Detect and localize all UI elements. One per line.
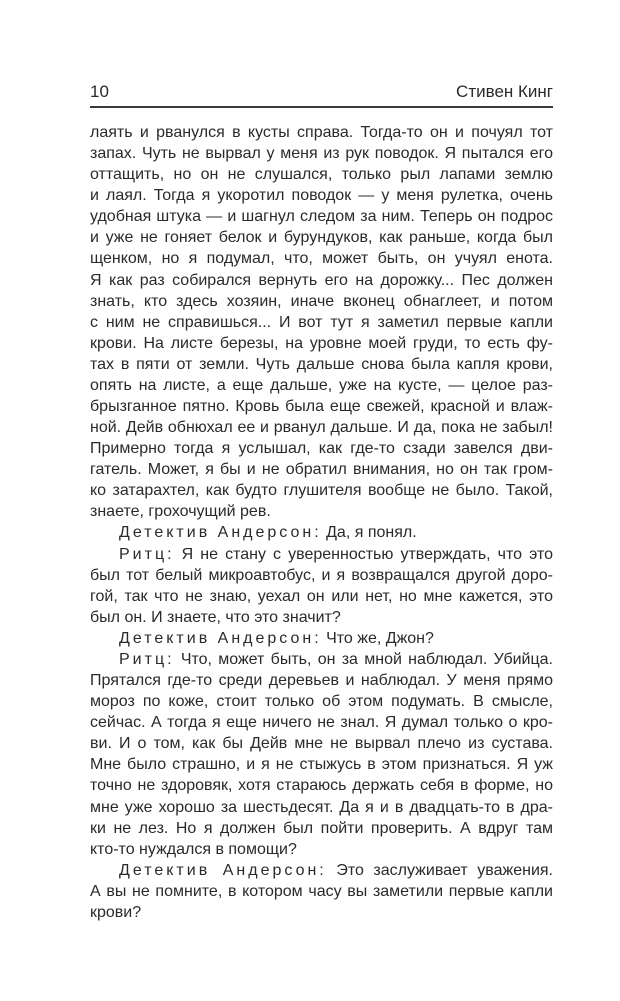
speaker-name: Ритц:: [119, 545, 175, 563]
line-text: щенком, но я подумал, что, может быть, он учуял енота.: [90, 250, 553, 268]
line-text: Это заслуживает уважения.: [336, 861, 553, 879]
line-text: мороз по коже, стоит только об этом подумать. В смысле,: [90, 693, 553, 711]
dialogue-line: [90, 649, 553, 670]
text-line: [90, 122, 553, 143]
text-line: [90, 417, 553, 438]
line-text: ной. Дейв обнюхал ее и рванул дальше. И да, пока не забыл!: [90, 419, 553, 437]
line-text: гатель. Может, я бы и не обратил внимания, но он так гром-: [90, 461, 553, 479]
line-text: сейчас. А тогда я еще ничего не знал. Я думал только о кро-: [90, 714, 553, 732]
line-text: был он. И знаете, что это значит?: [90, 608, 341, 626]
line-text: Примерно тогда я услышал, как где-то сзади завелся дви-: [90, 440, 553, 458]
line-text: ки не лез. Но я должен был пойти проверить. А вдруг там: [90, 819, 553, 837]
text-line: [90, 206, 553, 227]
text-line: [90, 839, 553, 860]
dialogue-line: [90, 522, 553, 543]
text-line: [90, 733, 553, 754]
line-text: с ним не справишься... И вот тут я заметил первые капли: [90, 313, 553, 331]
dialogue-line: [90, 544, 553, 565]
running-header: [90, 80, 553, 108]
speaker-name: Ритц:: [119, 650, 175, 668]
text-line: [90, 270, 553, 291]
line-text: Мне было страшно, и я не стыжусь в этом признаться. Я уж: [90, 756, 553, 774]
text-line: [90, 818, 553, 839]
text-line: [90, 754, 553, 775]
line-text: лаять и рванулся в кусты справа. Тогда-то он и почуял тот: [90, 124, 553, 141]
text-line: [90, 902, 553, 923]
text-line: [90, 586, 553, 607]
line-text: ко затарахтел, как будто глушителя вообще не было. Такой,: [90, 482, 553, 500]
text-line: [90, 881, 553, 902]
line-text: крови?: [90, 903, 142, 921]
speaker-name: Детектив Андерсон:: [119, 524, 322, 542]
page-number: 10: [90, 82, 109, 101]
text-line: [90, 459, 553, 480]
line-text: ви. И о том, как бы Дейв мне не вырвал плечо из сустава.: [90, 735, 553, 753]
line-text: брызганное пятно. Кровь была еще свежей, красной и влаж-: [90, 398, 553, 416]
text-line: [90, 164, 553, 185]
running-title: Стивен Кинг: [456, 82, 553, 101]
line-text: Прятался где-то среди деревьев и наблюдал. У меня прямо: [90, 672, 553, 690]
text-line: [90, 143, 553, 164]
line-text: Я не стану с уверенностью утверждать, что это: [181, 545, 554, 563]
text-line: [90, 248, 553, 269]
text-line: [90, 312, 553, 333]
text-line: [90, 712, 553, 733]
line-text: кто-то нуждался в помощи?: [90, 840, 297, 858]
text-line: [90, 333, 553, 354]
line-text: знаете, грохочущий рев.: [90, 503, 271, 521]
speaker-name: Детектив Андерсон:: [119, 629, 322, 647]
text-line: [90, 291, 553, 312]
line-text: запах. Чуть не вырвал у меня из рук поводок. Я пытался его: [90, 145, 553, 163]
line-text: и лаял. Тогда я укоротил поводок — у меня рулетка, очень: [90, 187, 553, 205]
text-line: [90, 354, 553, 375]
line-text: опять на листе, а еще дальше, уже на кусте, — целое раз-: [90, 376, 553, 394]
text-line: [90, 797, 553, 818]
line-text: мне уже хорошо за шестьдесят. Да я и в двадцать-то в дра-: [90, 798, 553, 816]
line-text: удобная штука — и шагнул следом за ним. Теперь он подрос: [90, 208, 553, 226]
text-line: [90, 375, 553, 396]
text-line: [90, 438, 553, 459]
text-line: [90, 185, 553, 206]
line-text: был тот белый микроавтобус, и я возвращался другой доро-: [90, 566, 553, 584]
line-text: гой, так что не знаю, уехал он или нет, но мне кажется, это: [90, 587, 553, 605]
line-text: точно не здоровяк, хотя стараюсь держать себя в форме, но: [90, 777, 553, 795]
dialogue-line: [90, 860, 553, 881]
text-line: [90, 227, 553, 248]
line-text: оттащить, но он не слушался, только рыл лапами землю: [90, 166, 553, 184]
speaker-name: Детектив Андерсон:: [119, 861, 327, 879]
text-line: [90, 565, 553, 586]
text-line: [90, 480, 553, 501]
text-line: [90, 396, 553, 417]
text-line: [90, 691, 553, 712]
line-text: Я как раз собирался вернуть его на дорожку... Пес должен: [90, 271, 553, 289]
line-text: и уже не гоняет белок и бурундуков, как раньше, когда был: [90, 229, 553, 247]
line-text: знать, кто здесь хозяин, иначе вконец обнаглеет, и потом: [90, 292, 553, 310]
line-text: Да, я понял.: [326, 524, 417, 542]
page-body-text: [90, 122, 553, 923]
dialogue-line: [90, 628, 553, 649]
line-text: тах в пяти от земли. Чуть дальше снова была капля крови,: [90, 355, 553, 373]
text-line: [90, 607, 553, 628]
text-line: [90, 670, 553, 691]
line-text: А вы не помните, в котором часу вы заметили первые капли: [90, 882, 553, 900]
line-text: крови. На листе березы, на уровне моей груди, то есть фу-: [90, 334, 553, 352]
line-text: Что же, Джон?: [326, 629, 434, 647]
text-line: [90, 775, 553, 796]
text-line: [90, 501, 553, 522]
line-text: Что, может быть, он за мной наблюдал. Убийца.: [180, 650, 553, 668]
